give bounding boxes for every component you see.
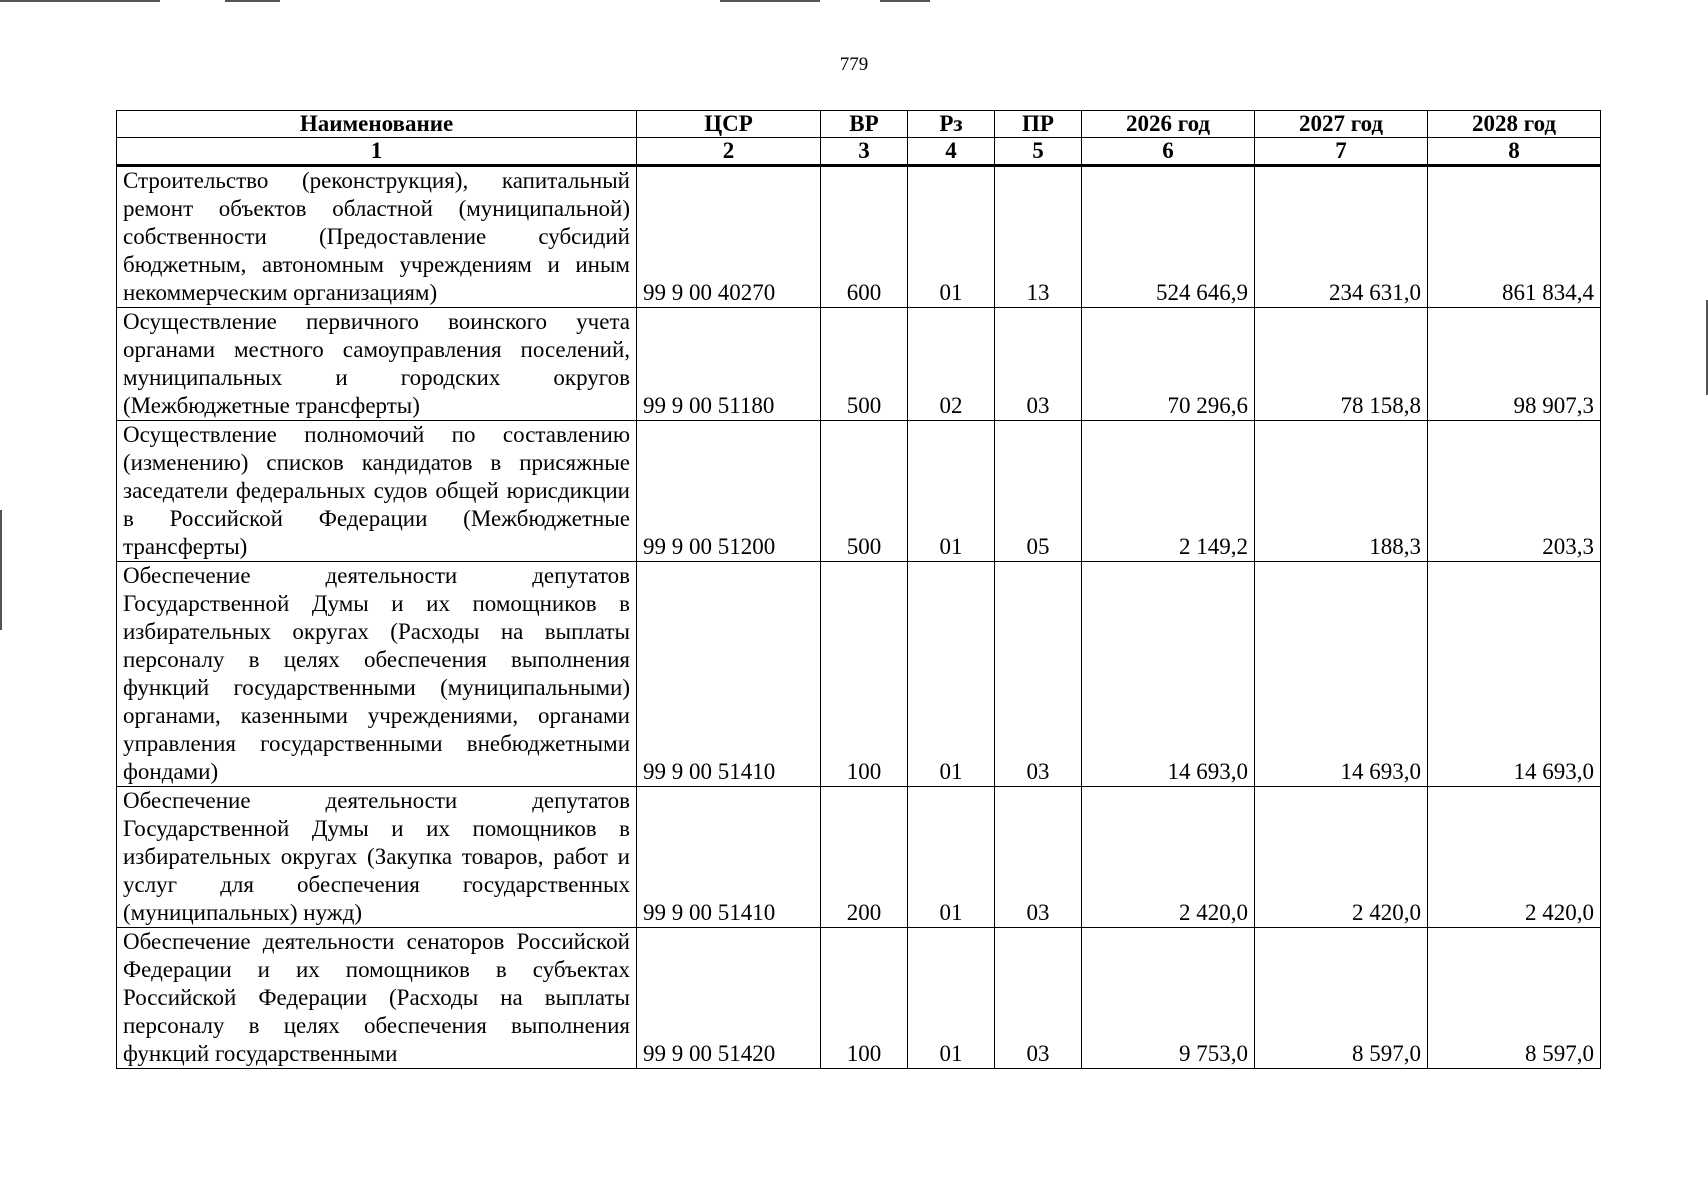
row-2028: 203,3 [1428, 421, 1601, 562]
row-pr: 03 [995, 562, 1082, 787]
row-vr: 200 [821, 787, 908, 928]
column-number: 8 [1428, 138, 1601, 166]
column-number: 3 [821, 138, 908, 166]
header-2027: 2027 год [1255, 111, 1428, 138]
row-csr: 99 9 00 51410 [637, 787, 821, 928]
column-number: 5 [995, 138, 1082, 166]
row-vr: 600 [821, 166, 908, 308]
row-csr: 99 9 00 51180 [637, 308, 821, 421]
header-pr: ПР [995, 111, 1082, 138]
table-row [117, 787, 1601, 928]
scan-artifact-line [720, 0, 820, 2]
column-number: 6 [1082, 138, 1255, 166]
row-name: Строительство (реконструкция), капитальный ремонт объектов областной (муниципальной) собственности (Предоставление субсидий бюджетным, автономным учреждениям и иным некоммерческим организациям) [117, 166, 637, 308]
row-2027: 78 158,8 [1255, 308, 1428, 421]
scan-artifact-mark [0, 510, 2, 630]
row-csr: 99 9 00 51410 [637, 562, 821, 787]
row-vr: 500 [821, 421, 908, 562]
column-number: 4 [908, 138, 995, 166]
column-number: 1 [117, 138, 637, 166]
row-rz: 01 [908, 421, 995, 562]
table-header-row [117, 111, 1601, 138]
column-number-row [117, 138, 1601, 166]
row-2026: 2 149,2 [1082, 421, 1255, 562]
row-pr: 03 [995, 787, 1082, 928]
header-vr: ВР [821, 111, 908, 138]
table-row [117, 308, 1601, 421]
row-2027: 234 631,0 [1255, 166, 1428, 308]
row-pr: 03 [995, 308, 1082, 421]
page-number: 779 [839, 54, 869, 75]
table-row [117, 421, 1601, 562]
row-2027: 14 693,0 [1255, 562, 1428, 787]
row-pr: 05 [995, 421, 1082, 562]
table-row [117, 928, 1601, 1069]
row-csr: 99 9 00 40270 [637, 166, 821, 308]
row-rz: 01 [908, 787, 995, 928]
column-number: 2 [637, 138, 821, 166]
row-2027: 2 420,0 [1255, 787, 1428, 928]
row-vr: 500 [821, 308, 908, 421]
table-row [117, 166, 1601, 308]
row-2026: 14 693,0 [1082, 562, 1255, 787]
row-vr: 100 [821, 928, 908, 1069]
row-2028: 8 597,0 [1428, 928, 1601, 1069]
scan-artifact-line [880, 0, 930, 2]
row-csr: 99 9 00 51200 [637, 421, 821, 562]
header-2028: 2028 год [1428, 111, 1601, 138]
row-2026: 524 646,9 [1082, 166, 1255, 308]
header-name: Наименование [117, 111, 637, 138]
row-name: Обеспечение деятельности сенаторов Российской Федерации и их помощников в субъектах Российской Федерации (Расходы на выплаты персоналу в целях обеспечения выполнения функций государственными [117, 928, 637, 1069]
row-name: Обеспечение деятельности депутатов Государственной Думы и их помощников в избирательных округах (Закупка товаров, работ и услуг для обеспечения государственных (муниципальных) нужд) [117, 787, 637, 928]
row-2027: 188,3 [1255, 421, 1428, 562]
row-2026: 2 420,0 [1082, 787, 1255, 928]
table-row [117, 562, 1601, 787]
row-vr: 100 [821, 562, 908, 787]
row-2026: 9 753,0 [1082, 928, 1255, 1069]
row-rz: 01 [908, 562, 995, 787]
row-2026: 70 296,6 [1082, 308, 1255, 421]
scan-artifact-line [0, 0, 160, 2]
row-2028: 98 907,3 [1428, 308, 1601, 421]
row-rz: 01 [908, 166, 995, 308]
row-name: Обеспечение деятельности депутатов Государственной Думы и их помощников в избирательных округах (Расходы на выплаты персоналу в целях обеспечения выполнения функций государственными (муниципальными) органами, казенными учреждениями, органами управления государственными внебюджетными фондами) [117, 562, 637, 787]
budget-table [116, 110, 1601, 1069]
row-2028: 861 834,4 [1428, 166, 1601, 308]
row-csr: 99 9 00 51420 [637, 928, 821, 1069]
header-2026: 2026 год [1082, 111, 1255, 138]
row-2028: 14 693,0 [1428, 562, 1601, 787]
header-rz: Рз [908, 111, 995, 138]
row-2028: 2 420,0 [1428, 787, 1601, 928]
column-number: 7 [1255, 138, 1428, 166]
header-csr: ЦСР [637, 111, 821, 138]
row-name: Осуществление первичного воинского учета органами местного самоуправления поселений, муниципальных и городских округов (Межбюджетные трансферты) [117, 308, 637, 421]
scan-artifact-line [225, 0, 280, 2]
row-rz: 01 [908, 928, 995, 1069]
row-rz: 02 [908, 308, 995, 421]
row-name: Осуществление полномочий по составлению (изменению) списков кандидатов в присяжные заседатели федеральных судов общей юрисдикции в Российской Федерации (Межбюджетные трансферты) [117, 421, 637, 562]
row-2027: 8 597,0 [1255, 928, 1428, 1069]
row-pr: 13 [995, 166, 1082, 308]
row-pr: 03 [995, 928, 1082, 1069]
